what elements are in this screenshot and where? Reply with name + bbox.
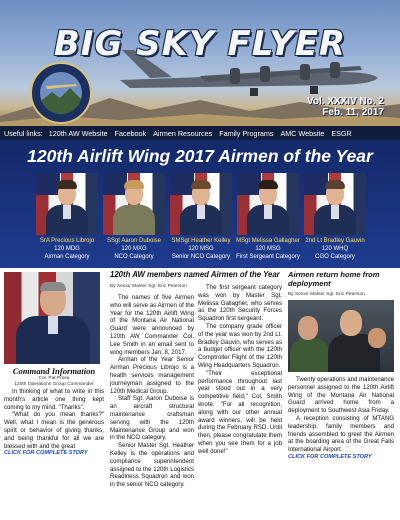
airman-photo [304, 173, 366, 235]
airman-card [237, 173, 299, 268]
aoy-column-1 [110, 294, 194, 489]
aoy-article-heading: 120th AW members named Airmen of the Year [110, 270, 280, 279]
airman-award: NCO Category [114, 254, 154, 260]
airman-award: CGO Category [315, 254, 355, 260]
masthead-title: BIG SKY FLYER [53, 24, 347, 64]
useful-links-label: Useful links: [4, 128, 43, 138]
masthead [0, 0, 400, 126]
commander-photo [4, 272, 100, 364]
logo-emblem [40, 72, 82, 114]
issue-date: Feb. 11, 2017 [322, 107, 384, 118]
airman-unit: 120 MXG [121, 246, 147, 252]
homecoming-photo [288, 300, 394, 372]
airman-award: First Sergeant Category [236, 254, 300, 260]
airman-name: SrA Precious Librojo [39, 238, 95, 244]
command-information-column [4, 366, 104, 456]
command-paragraph: In thinking of what to write in this month's article one thing kept coming to my mind. "Thanks". [4, 388, 104, 411]
aoy-paragraph: The names of five Airmen who will serve as Airmen of the Year for the 120th Airlift Wing of the Montana Air National Guard were announced by 120th AW Commander Col. Lee Smith in an email sent to wing members Jan. 8, 2017. [110, 294, 194, 356]
aoy-byline: By Senior Master Sgt. Eric Peterson [110, 284, 187, 289]
aoy-paragraph: Staff Sgt. Aaron Duboise is an aircraft structural maintenance craftsman serving with the 120th Maintenance Group and won in the NCO category. [110, 395, 194, 442]
airman-card [103, 173, 165, 268]
link-family-programs[interactable]: Family Programs [219, 128, 274, 138]
airman-photo [36, 173, 98, 235]
airman-name: SSgt Aaron Duboise [106, 238, 162, 244]
airman-card [36, 173, 98, 268]
aoy-paragraph: Airman of the Year Senior Airman Precious Librojo is a health services management journeyman assigned to the 120th Medical Group. [110, 356, 194, 395]
aoy-paragraph: Senior Master Sgt. Heather Kelley is the operations and compliance superintendent assigned to the 120th Logistics Readiness Squadron and won in the senior NCO category. [110, 442, 194, 489]
deployment-paragraph: A reception consisting of MTANG leadership, family members and friends assembled to greet the Airmen at the boarding area of the Great Falls International Airport. [288, 414, 394, 454]
useful-links-bar [0, 126, 400, 140]
aoy-paragraph: The first sergeant category was won by Master Sgt. Melissa Gallagher, who serves as the 120th Security Forces Squadron first sergeant. [198, 284, 282, 323]
link-facebook[interactable]: Facebook [114, 128, 147, 138]
airman-unit: 120 MSG [255, 246, 281, 252]
airlift-wing-logo [30, 62, 92, 124]
volume-number: Vol. XXXIV No. 2 [306, 96, 384, 107]
airmen-of-year-banner [0, 140, 400, 268]
airman-card [170, 173, 232, 268]
airman-photo [170, 173, 232, 235]
airman-unit: 120 MSG [188, 246, 214, 252]
airman-name: MSgt Melissa Gallagher [236, 238, 300, 244]
aoy-column-2 [198, 284, 282, 456]
deployment-paragraph: Twenty operations and maintenance personnel assigned to the 120th Airlift Wing of the Montana Air National Guard arrived home from a deployment to Southwest Asia Friday. [288, 376, 394, 415]
airman-name: SMSgt Heather Kelley [171, 238, 231, 244]
deployment-byline: By Senior Master Sgt. Eric Peterson [288, 292, 365, 297]
deployment-article-heading: Airmen return home from deployment [288, 270, 380, 288]
airman-unit: 120 WHQ [321, 246, 349, 252]
link-airmen-resources[interactable]: Airmen Resources [153, 128, 213, 138]
airman-name: 2nd Lt Bradley Gauvin [305, 238, 365, 244]
link-120th-aw-website[interactable]: 120th AW Website [48, 128, 108, 138]
airman-award: Senior NCO Category [171, 254, 231, 260]
aoy-paragraph: "Their exceptional performance throughout last year stood out in a very competitive field," Col. Smith wrote. "For all recognition, along with our other annual award winners, will be held during the February RSD. Until then, please congratulate them when you see them for a job well done!" [198, 369, 282, 455]
issue-info [307, 96, 384, 118]
commander-title: 120th Operations Group Commander [14, 382, 94, 387]
deployment-complete-story-link[interactable]: CLICK FOR COMPLETE STORY [288, 453, 372, 460]
airman-card [304, 173, 366, 268]
airman-photo [237, 173, 299, 235]
airmen-gallery [0, 173, 400, 268]
airman-unit: 120 MDG [54, 246, 80, 252]
banner-title: 120th Airlift Wing 2017 Airmen of the Year [27, 146, 373, 166]
link-amc-website[interactable]: AMC Website [280, 128, 325, 138]
commander-name: Col. Pat Prose [38, 376, 70, 381]
link-esgr[interactable]: ESGR [331, 128, 352, 138]
command-paragraph: "What do you mean thanks?" Well, what I mean is the generous spirit or behavior of giving thanks, and being thankful for all we are blessed with and the great [4, 411, 104, 450]
command-information-heading: Command Information [12, 366, 96, 376]
command-complete-story-link[interactable]: CLICK FOR COMPLETE STORY [4, 450, 88, 457]
airman-photo [103, 173, 165, 235]
deployment-column [288, 376, 394, 460]
airman-caption [296, 237, 374, 261]
aoy-paragraph: The company grade officer of the year was won by 2nd Lt. Bradley Gauvin, who serves as a budget officer with the 120th Comptroller Flight of the 120th Wing Headquarters Squadron. [198, 322, 282, 369]
airman-award: Airman Category [44, 254, 90, 260]
